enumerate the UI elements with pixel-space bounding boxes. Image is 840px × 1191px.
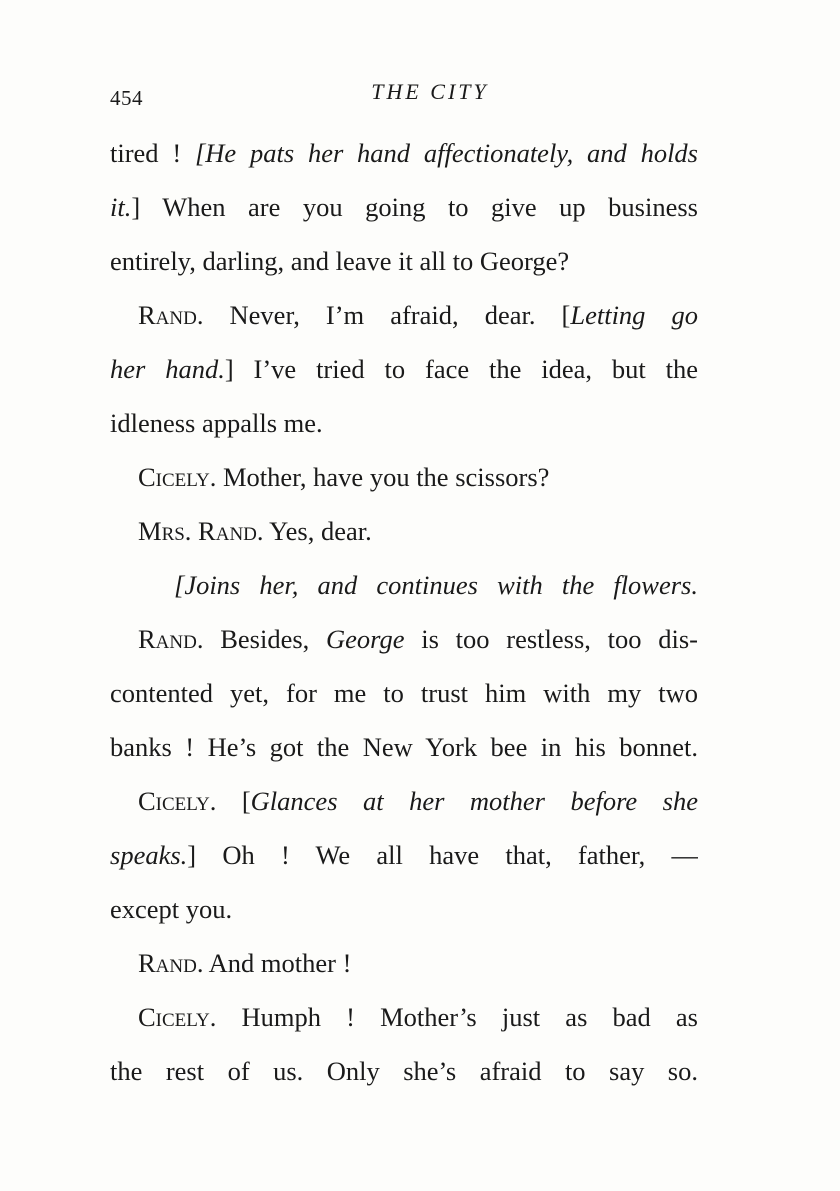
text-line bbox=[110, 828, 698, 882]
text-run: tired ! bbox=[110, 138, 195, 168]
text-run: ] Oh ! We all have that, father, — bbox=[187, 840, 698, 870]
text-line bbox=[110, 612, 698, 666]
text-run: Never, I’m afraid, dear. [ bbox=[203, 300, 571, 330]
text-run: Besides, bbox=[203, 624, 327, 654]
stage-direction: speaks. bbox=[110, 840, 188, 870]
text-line bbox=[110, 882, 698, 936]
text-run: [ bbox=[216, 786, 251, 816]
stage-direction: [He pats her hand affectionately, and holds bbox=[194, 138, 698, 168]
speaker-name: Cicely. bbox=[138, 1002, 217, 1032]
text-line bbox=[110, 774, 698, 828]
text-run: And mother ! bbox=[203, 948, 352, 978]
speaker-name: Rand. bbox=[138, 300, 204, 330]
stage-direction-line bbox=[110, 558, 698, 612]
text-run: Mother, have you the scissors? bbox=[216, 462, 550, 492]
text-run: banks ! He’s got the New York bee in his bonnet. bbox=[110, 732, 698, 762]
text-line bbox=[110, 288, 698, 342]
text-run: entirely, darling, and leave it all to George? bbox=[110, 246, 570, 276]
text-line bbox=[110, 234, 698, 288]
speaker-name: Mrs. Rand. bbox=[138, 516, 264, 546]
text-line bbox=[110, 396, 698, 450]
speaker-name: Cicely. bbox=[138, 786, 217, 816]
text-run: contented yet, for me to trust him with my two bbox=[110, 678, 698, 708]
text-run: ] When are you going to give up business bbox=[131, 192, 698, 222]
text-line bbox=[110, 666, 698, 720]
running-head: THE CITY bbox=[371, 79, 489, 104]
stage-direction: her hand. bbox=[110, 354, 225, 384]
stage-direction: Glances at her mother before she bbox=[250, 786, 698, 816]
text-line bbox=[110, 450, 698, 504]
text-line bbox=[110, 1044, 698, 1098]
text-run: except you. bbox=[110, 894, 233, 924]
text-line bbox=[110, 936, 698, 990]
text-run: ] I’ve tried to face the idea, but the bbox=[224, 354, 698, 384]
text-line bbox=[110, 180, 698, 234]
text-line bbox=[110, 720, 698, 774]
text-run: idleness appalls me. bbox=[110, 408, 323, 438]
text-line bbox=[110, 342, 698, 396]
page-number: 454 bbox=[110, 86, 143, 110]
text-run: Humph ! Mother’s just as bad as bbox=[216, 1002, 698, 1032]
page-header bbox=[0, 76, 840, 116]
text-run: is too restless, too dis- bbox=[404, 624, 698, 654]
stage-direction: George bbox=[326, 624, 405, 654]
text-run: Yes, dear. bbox=[263, 516, 372, 546]
text-run: the rest of us. Only she’s afraid to say so. bbox=[110, 1056, 698, 1086]
stage-direction: it. bbox=[110, 192, 132, 222]
speaker-name: Cicely. bbox=[138, 462, 217, 492]
text-line bbox=[110, 990, 698, 1044]
speaker-name: Rand. bbox=[138, 624, 204, 654]
page-body bbox=[110, 126, 698, 1098]
speaker-name: Rand. bbox=[138, 948, 204, 978]
stage-direction: [Joins her, and continues with the flowers. bbox=[174, 570, 698, 600]
stage-direction: Letting go bbox=[570, 300, 698, 330]
text-line bbox=[110, 126, 698, 180]
text-line bbox=[110, 504, 698, 558]
